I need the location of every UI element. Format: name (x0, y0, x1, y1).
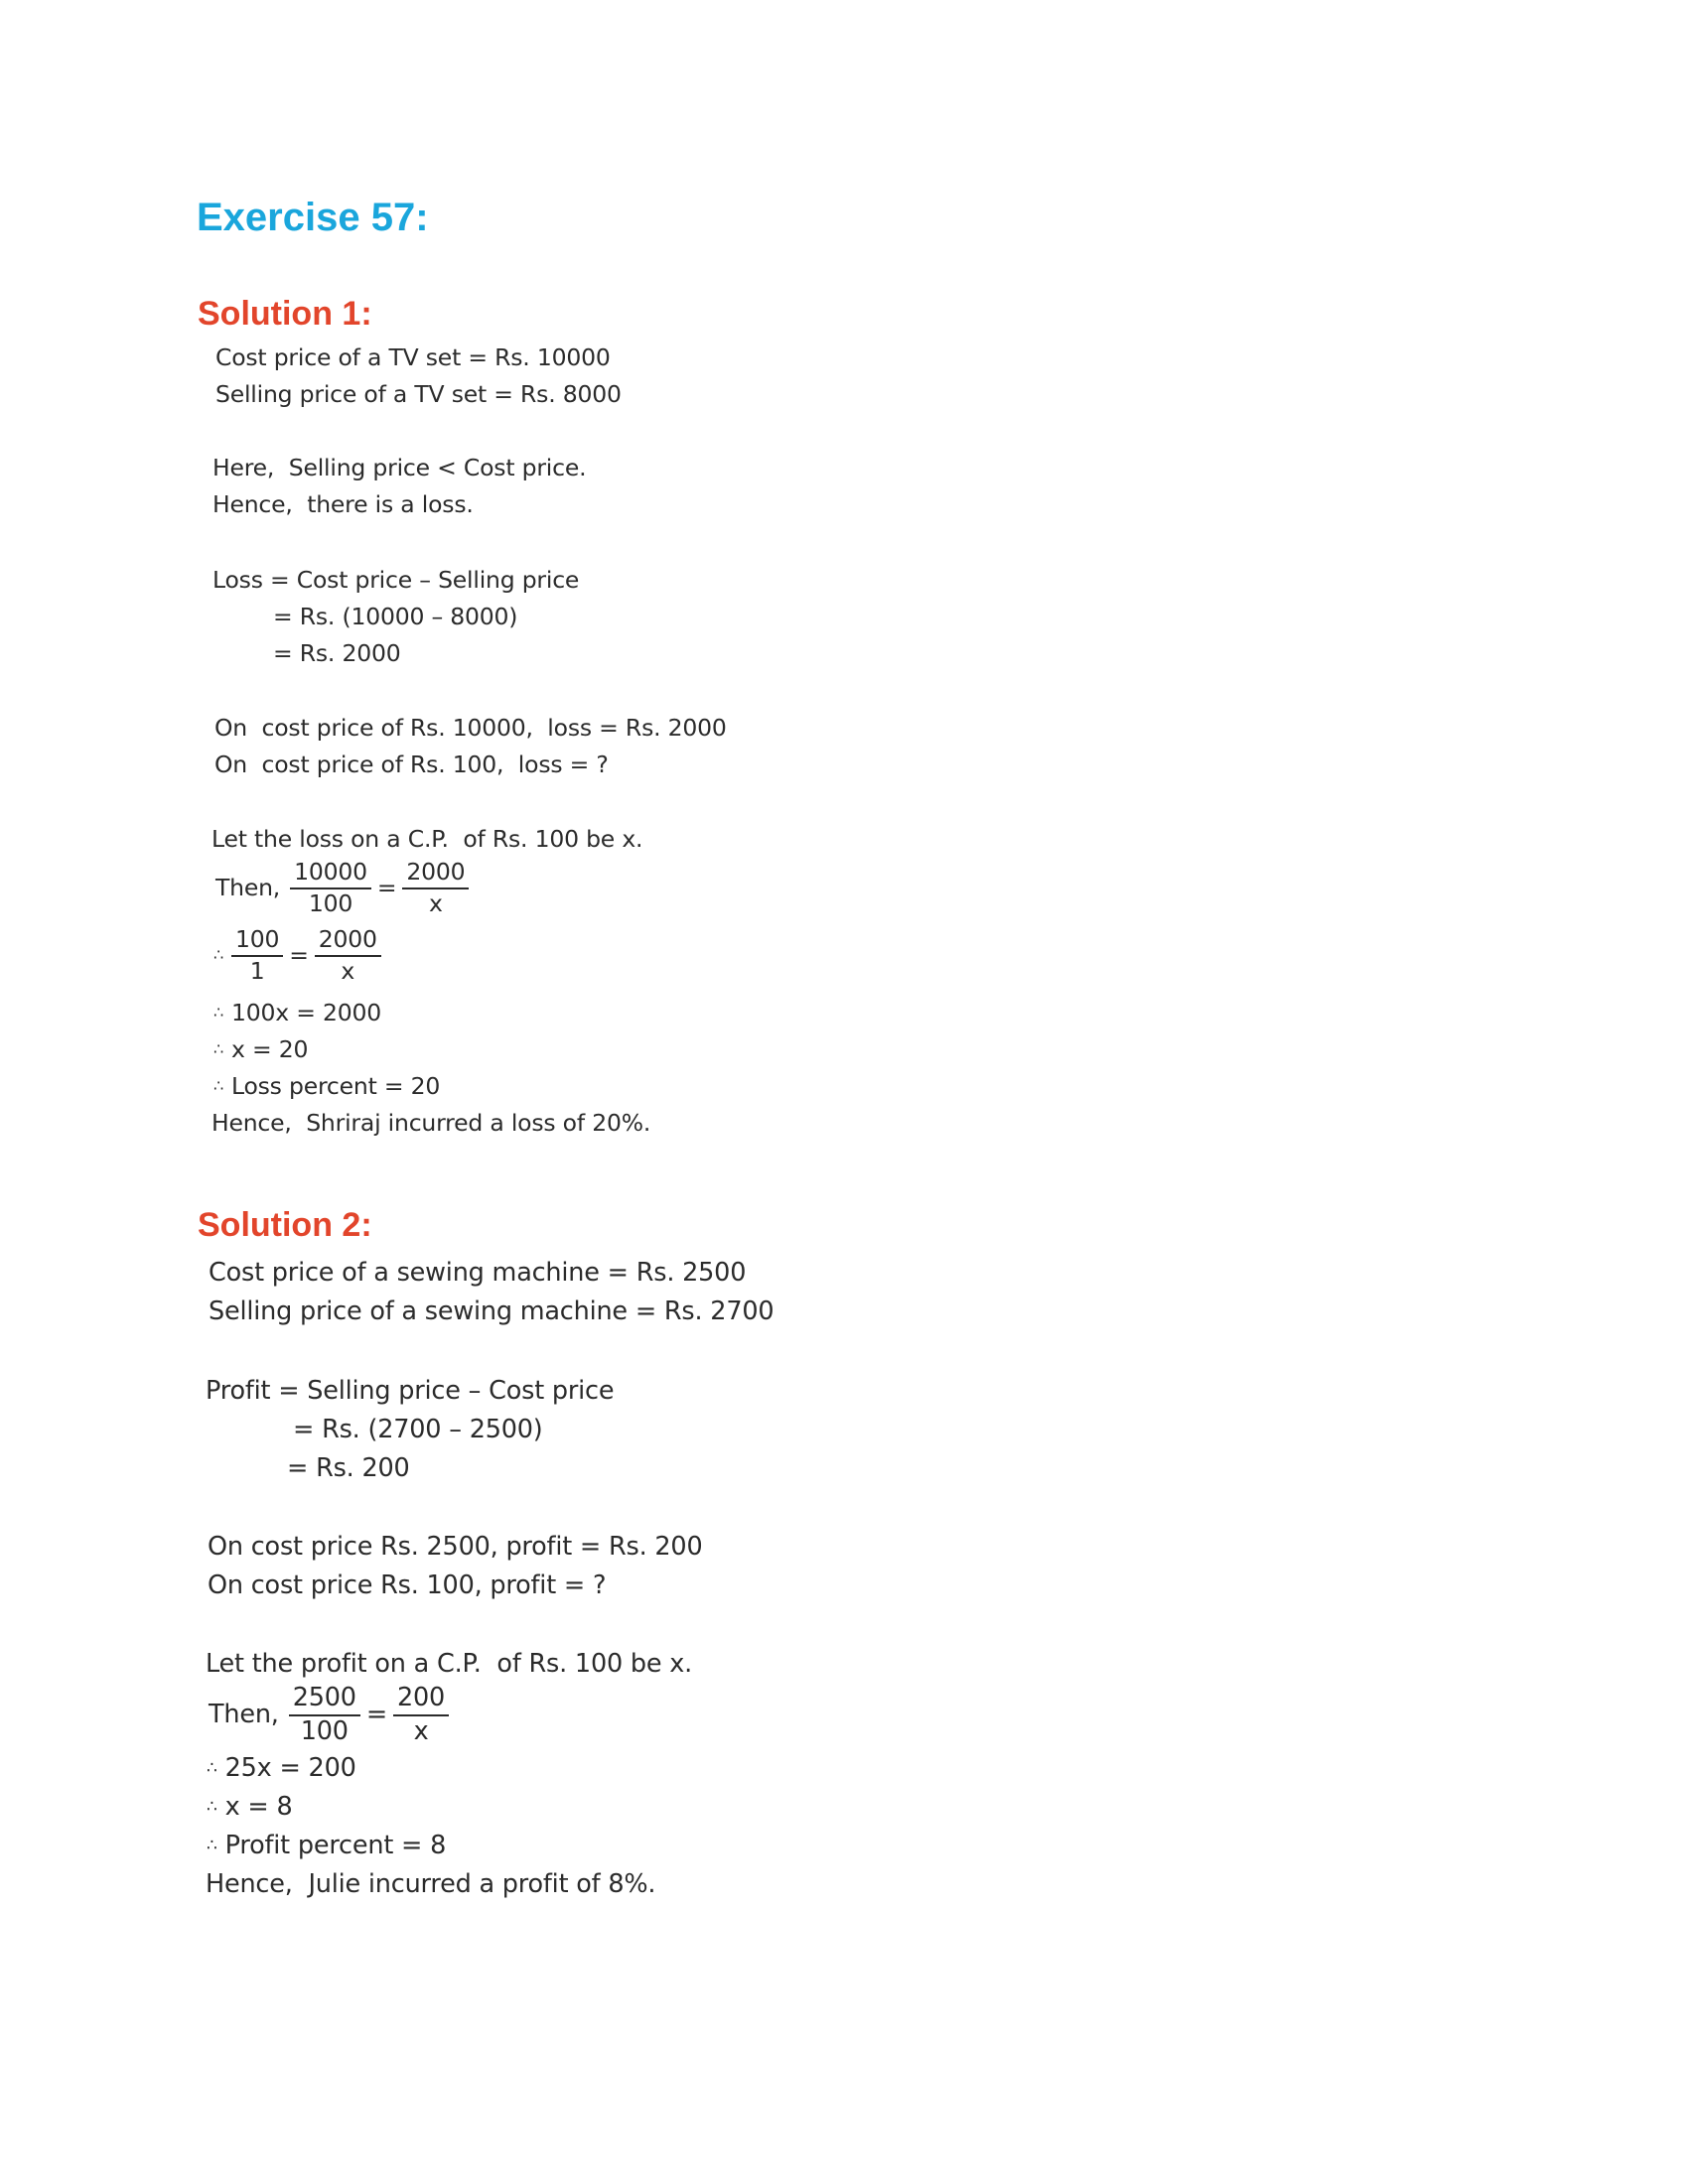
equals-sign: = (289, 941, 309, 970)
numerator: 10000 (294, 858, 367, 886)
denominator: x (428, 888, 443, 917)
fraction-left (231, 927, 283, 983)
fraction-right (402, 860, 469, 915)
solution-1-equation-2 (213, 927, 387, 983)
then-label: Then, (215, 874, 281, 902)
denominator: x (341, 956, 355, 985)
solution-2-profit-formula: Profit = Selling price – Cost price (206, 1376, 615, 1406)
denominator: 100 (308, 888, 353, 917)
therefore-symbol: ∴ (213, 1003, 223, 1022)
solution-2-step-1 (207, 1752, 356, 1784)
denominator: x (413, 1715, 429, 1746)
solution-1-proportion-known: On cost price of Rs. 10000, loss = Rs. 2000 (214, 714, 727, 742)
solution-2-given-cost: Cost price of a sewing machine = Rs. 2500 (209, 1258, 747, 1288)
solution-1-comparison: Here, Selling price < Cost price. (212, 454, 587, 481)
therefore-symbol: ∴ (207, 1758, 217, 1778)
fraction-right (315, 927, 381, 983)
denominator: 1 (249, 956, 265, 985)
solution-2-profit-result: = Rs. 200 (287, 1453, 410, 1483)
solution-1-step-2 (213, 1034, 308, 1064)
therefore-symbol: ∴ (213, 1039, 223, 1058)
solution-2-step-3 (207, 1830, 446, 1861)
equals-sign: = (376, 874, 397, 902)
solution-2-step-2 (207, 1791, 293, 1823)
solution-2-equation-1 (209, 1685, 455, 1745)
solution-1-loss-statement: Hence, there is a loss. (212, 490, 474, 518)
numerator: 100 (234, 925, 280, 953)
step-text: Loss percent = 20 (230, 1072, 441, 1100)
solution-1-given-cost: Cost price of a TV set = Rs. 10000 (215, 343, 611, 371)
solution-1-step-3 (213, 1071, 440, 1101)
step-text: x = 8 (224, 1792, 293, 1822)
then-label: Then, (209, 1700, 279, 1730)
solution-1-loss-formula: Loss = Cost price – Selling price (212, 566, 580, 594)
solution-1-given-selling: Selling price of a TV set = Rs. 8000 (215, 380, 622, 408)
therefore-symbol: ∴ (207, 1836, 217, 1855)
solution-2-heading: Solution 2: (198, 1206, 372, 1244)
solution-1-loss-result: = Rs. 2000 (273, 639, 401, 667)
exercise-title: Exercise 57: (197, 196, 429, 239)
solution-2-proportion-unknown: On cost price Rs. 100, profit = ? (208, 1570, 607, 1600)
solution-2-conclusion: Hence, Julie incurred a profit of 8%. (206, 1869, 656, 1899)
step-text: 100x = 2000 (230, 999, 381, 1026)
denominator: 100 (300, 1715, 349, 1746)
solution-1-loss-substitution: = Rs. (10000 – 8000) (273, 603, 518, 630)
solution-1-conclusion: Hence, Shriraj incurred a loss of 20%. (211, 1109, 651, 1137)
therefore-symbol: ∴ (213, 1076, 223, 1095)
solution-1-step-1 (213, 998, 381, 1027)
solution-2-given-selling: Selling price of a sewing machine = Rs. 2700 (209, 1297, 774, 1326)
solution-1-proportion-unknown: On cost price of Rs. 100, loss = ? (214, 751, 609, 778)
numerator: 200 (396, 1683, 446, 1712)
fraction-left (290, 860, 371, 915)
solution-2-proportion-known: On cost price Rs. 2500, profit = Rs. 200 (208, 1532, 703, 1562)
fraction-left (289, 1685, 360, 1745)
step-text: x = 20 (230, 1035, 309, 1063)
solution-1-let-statement: Let the loss on a C.P. of Rs. 100 be x. (211, 825, 643, 853)
fraction-right (393, 1685, 449, 1745)
numerator: 2000 (318, 925, 377, 953)
solution-1-heading: Solution 1: (198, 295, 372, 333)
solution-1-equation-1 (215, 860, 475, 915)
therefore-symbol: ∴ (213, 945, 223, 965)
equals-sign: = (365, 1700, 387, 1730)
therefore-symbol: ∴ (207, 1797, 217, 1817)
solution-2-let-statement: Let the profit on a C.P. of Rs. 100 be x. (206, 1649, 693, 1679)
step-text: Profit percent = 8 (224, 1831, 447, 1860)
solution-2-profit-substitution: = Rs. (2700 – 2500) (293, 1415, 543, 1444)
numerator: 2000 (406, 858, 466, 886)
numerator: 2500 (292, 1683, 356, 1712)
step-text: 25x = 200 (224, 1753, 356, 1783)
